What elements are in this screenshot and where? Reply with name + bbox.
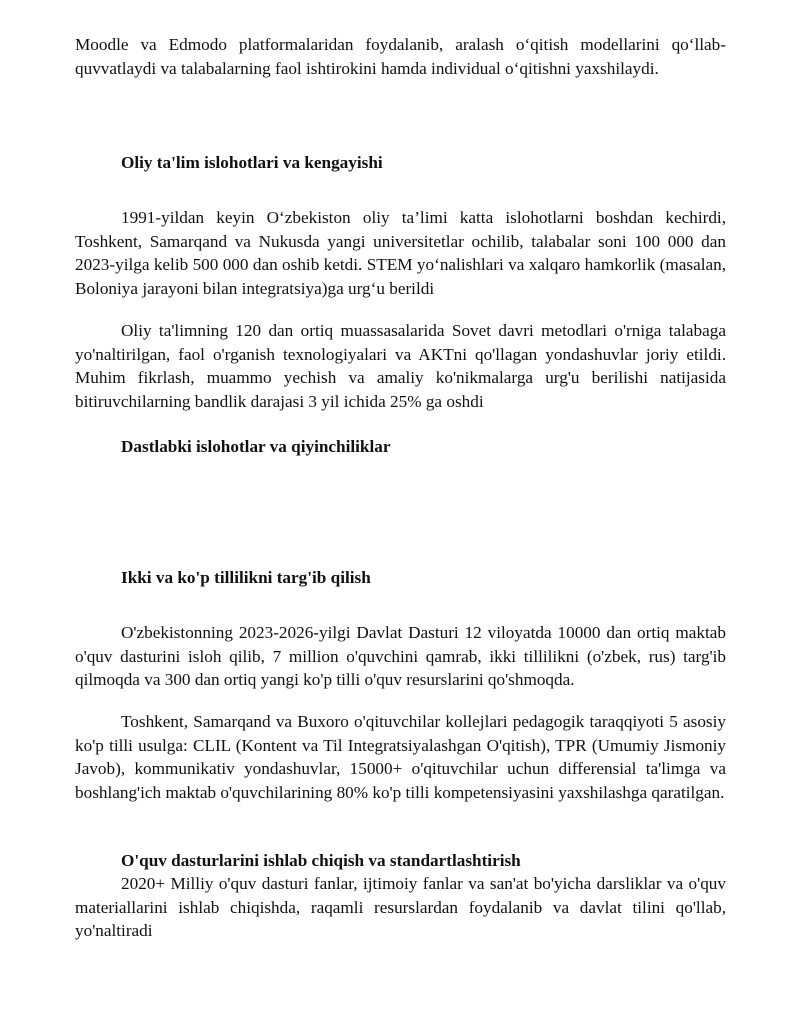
- paragraph-national-curriculum: 2020+ Milliy o'quv dasturi fanlar, ijtimoiy fanlar va san'at bo'yicha darsliklar va o'quv materiallarini ishlab chiqishda, raqamli resurslardan foydalanib va davlat tilini qo'llab, yo'naltiradi: [75, 874, 726, 940]
- heading-early-reforms: Dastlabki islohotlar va qiyinchiliklar: [121, 437, 391, 456]
- paragraph-higher-education-1991: 1991-yildan keyin O‘zbekiston oliy ta’limi katta islohotlarni boshdan kechirdi, Toshkent, Samarqand va Nukusda yangi universitetlar ochilib, talabalar soni 100 000 dan 2023-yilga kelib 500 000 dan oshib ketdi. STEM yo‘nalishlari va xalqaro hamkorlik (masalan, Boloniya jarayoni bilan integratsiya)ga urg‘u berildi: [75, 208, 726, 298]
- paragraph-teacher-colleges: Toshkent, Samarqand va Buxoro o'qituvchilar kollejlari pedagogik taraqqiyoti 5 asosiy ko'p tilli usulga: CLIL (Kontent va Til Integratsiyalashgan O'qitish), TPR (Umumiy Jismoniy Javob), kommunikativ yondashuvlar, 15000+ o'qituvchilar uchun differensial ta'limga va boshlang'ich maktab o'quvchilarining 80% ko'p tilli kompetensiyasini yaxshilashga qaratilgan.: [75, 712, 726, 802]
- heading-higher-education-reforms: Oliy ta'lim islohotlari va kengayishi: [121, 153, 383, 172]
- paragraph-higher-education-methods: Oliy ta'limning 120 dan ortiq muassasalarida Sovet davri metodlari o'rniga talabaga yo'naltirilgan, faol o'rganish texnologiyalari va AKTni qo'llagan yondashuvlar joriy etildi. Muhim fikrlash, muammo yechish va amaliy ko'nikmalarga urg'u berilishi natijasida bitiruvchilarning bandlik darajasi 3 yil ichida 25% ga oshdi: [75, 321, 726, 411]
- heading-multilingualism: Ikki va ko'p tillilikni targ'ib qilish: [121, 568, 371, 587]
- heading-curriculum-development: O'quv dasturlarini ishlab chiqish va standartlashtirish: [121, 851, 521, 870]
- paragraph-state-program: O'zbekistonning 2023-2026-yilgi Davlat Dasturi 12 viloyatda 10000 dan ortiq maktab o'quv dasturini isloh qilib, 7 million o'quvchini qamrab, ikki tillilikni (o'zbek, rus) targ'ib qilmoqda va 300 dan ortiq yangi ko'p tilli o'quv resurslarini qo'shmoqda.: [75, 623, 726, 689]
- paragraph-blended-learning: Moodle va Edmodo platformalaridan foydalanib, aralash o‘qitish modellarini qo‘llab-quvvatlaydi va talabalarning faol ishtirokini hamda individual o‘qitishni yaxshilaydi.: [75, 35, 726, 78]
